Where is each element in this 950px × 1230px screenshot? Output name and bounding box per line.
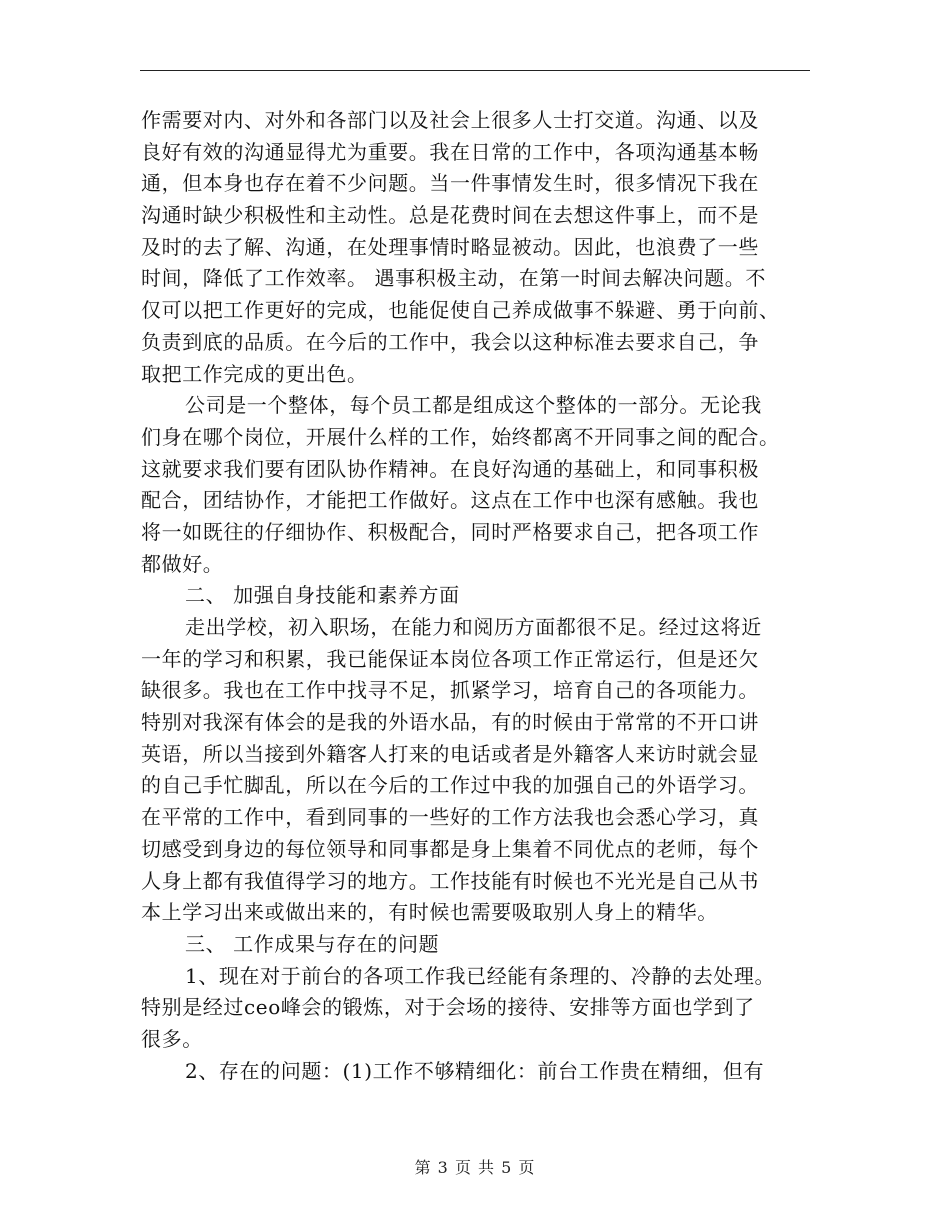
text-line: 作需要对内、对外和各部门以及社会上很多人士打交道。沟通、以及 bbox=[141, 108, 759, 132]
text-line: 很多。 bbox=[141, 1026, 203, 1051]
text-line: 负责到底的品质。在今后的工作中，我会以这种标准去要求自己，争 bbox=[141, 329, 759, 354]
text-line: 通，但本身也存在着不少问题。当一件事情发生时，很多情况下我在 bbox=[141, 171, 759, 196]
text-line: 三、 工作成果与存在的问题 bbox=[185, 931, 440, 956]
text-line: 配合，团结协作，才能把工作做好。这点在工作中也深有感触。我也 bbox=[141, 488, 759, 513]
document-body bbox=[141, 105, 811, 1087]
text-line: 特别是经过ceo峰会的锻炼，对于会场的接待、安排等方面也学到了 bbox=[141, 995, 755, 1020]
text-line: 都做好。 bbox=[141, 551, 224, 576]
text-line: 缺很多。我也在工作中找寻不足，抓紧学习，培育自己的各项能力。 bbox=[141, 678, 759, 703]
text-line: 取把工作完成的更出色。 bbox=[141, 361, 368, 386]
text-line: 这就要求我们要有团队协作精神。在良好沟通的基础上，和同事积极 bbox=[141, 456, 759, 481]
text-line: 沟通时缺少积极性和主动性。总是花费时间在去想这件事上，而不是 bbox=[141, 203, 759, 228]
text-line: 走出学校，初入职场，在能力和阅历方面都很不足。经过这将近 bbox=[185, 615, 762, 639]
text-line: 二、 加强自身技能和素养方面 bbox=[185, 583, 460, 608]
text-line: 英语，所以当接到外籍客人打来的电话或者是外籍客人来访时就会显 bbox=[141, 741, 759, 766]
text-line: 本上学习出来或做出来的，有时候也需要吸取别人身上的精华。 bbox=[141, 900, 718, 925]
header-rule bbox=[140, 70, 810, 71]
text-line: 一年的学习和积累，我已能保证本岗位各项工作正常运行，但是还欠 bbox=[141, 646, 759, 671]
text-line: 良好有效的沟通显得尤为重要。我在日常的工作中，各项沟通基本畅 bbox=[141, 139, 759, 164]
text-line: 的自己手忙脚乱，所以在今后的工作过中我的加强自己的外语学习。 bbox=[141, 773, 759, 798]
text-line: 人身上都有我值得学习的地方。工作技能有时候也不光光是自己从书 bbox=[141, 868, 759, 893]
text-line: 仅可以把工作更好的完成，也能促使自己养成做事不躲避、勇于向前、 bbox=[141, 298, 780, 323]
text-line: 们身在哪个岗位，开展什么样的工作，始终都离不开同事之间的配合。 bbox=[141, 424, 780, 449]
text-line: 2、存在的问题：(1)工作不够精细化：前台工作贵在精细，但有 bbox=[185, 1058, 765, 1083]
text-line: 将一如既往的仔细协作、积极配合，同时严格要求自己，把各项工作 bbox=[141, 519, 759, 544]
text-line: 特别对我深有体会的是我的外语水品，有的时候由于常常的不开口讲 bbox=[141, 710, 759, 735]
text-line: 切感受到身边的每位领导和同事都是身上集着不同优点的老师，每个 bbox=[141, 836, 759, 861]
text-line: 及时的去了解、沟通，在处理事情时略显被动。因此，也浪费了一些 bbox=[141, 234, 759, 259]
text-line: 时间，降低了工作效率。 遇事积极主动，在第一时间去解决问题。不 bbox=[141, 266, 766, 291]
text-line: 1、现在对于前台的各项工作我已经能有条理的、冷静的去处理。 bbox=[185, 963, 776, 988]
text-line: 公司是一个整体，每个员工都是组成这个整体的一部分。无论我 bbox=[185, 393, 762, 418]
page-footer: 第 3 页 共 5 页 bbox=[414, 1158, 536, 1177]
text-line: 在平常的工作中，看到同事的一些好的工作方法我也会悉心学习，真 bbox=[141, 805, 759, 830]
